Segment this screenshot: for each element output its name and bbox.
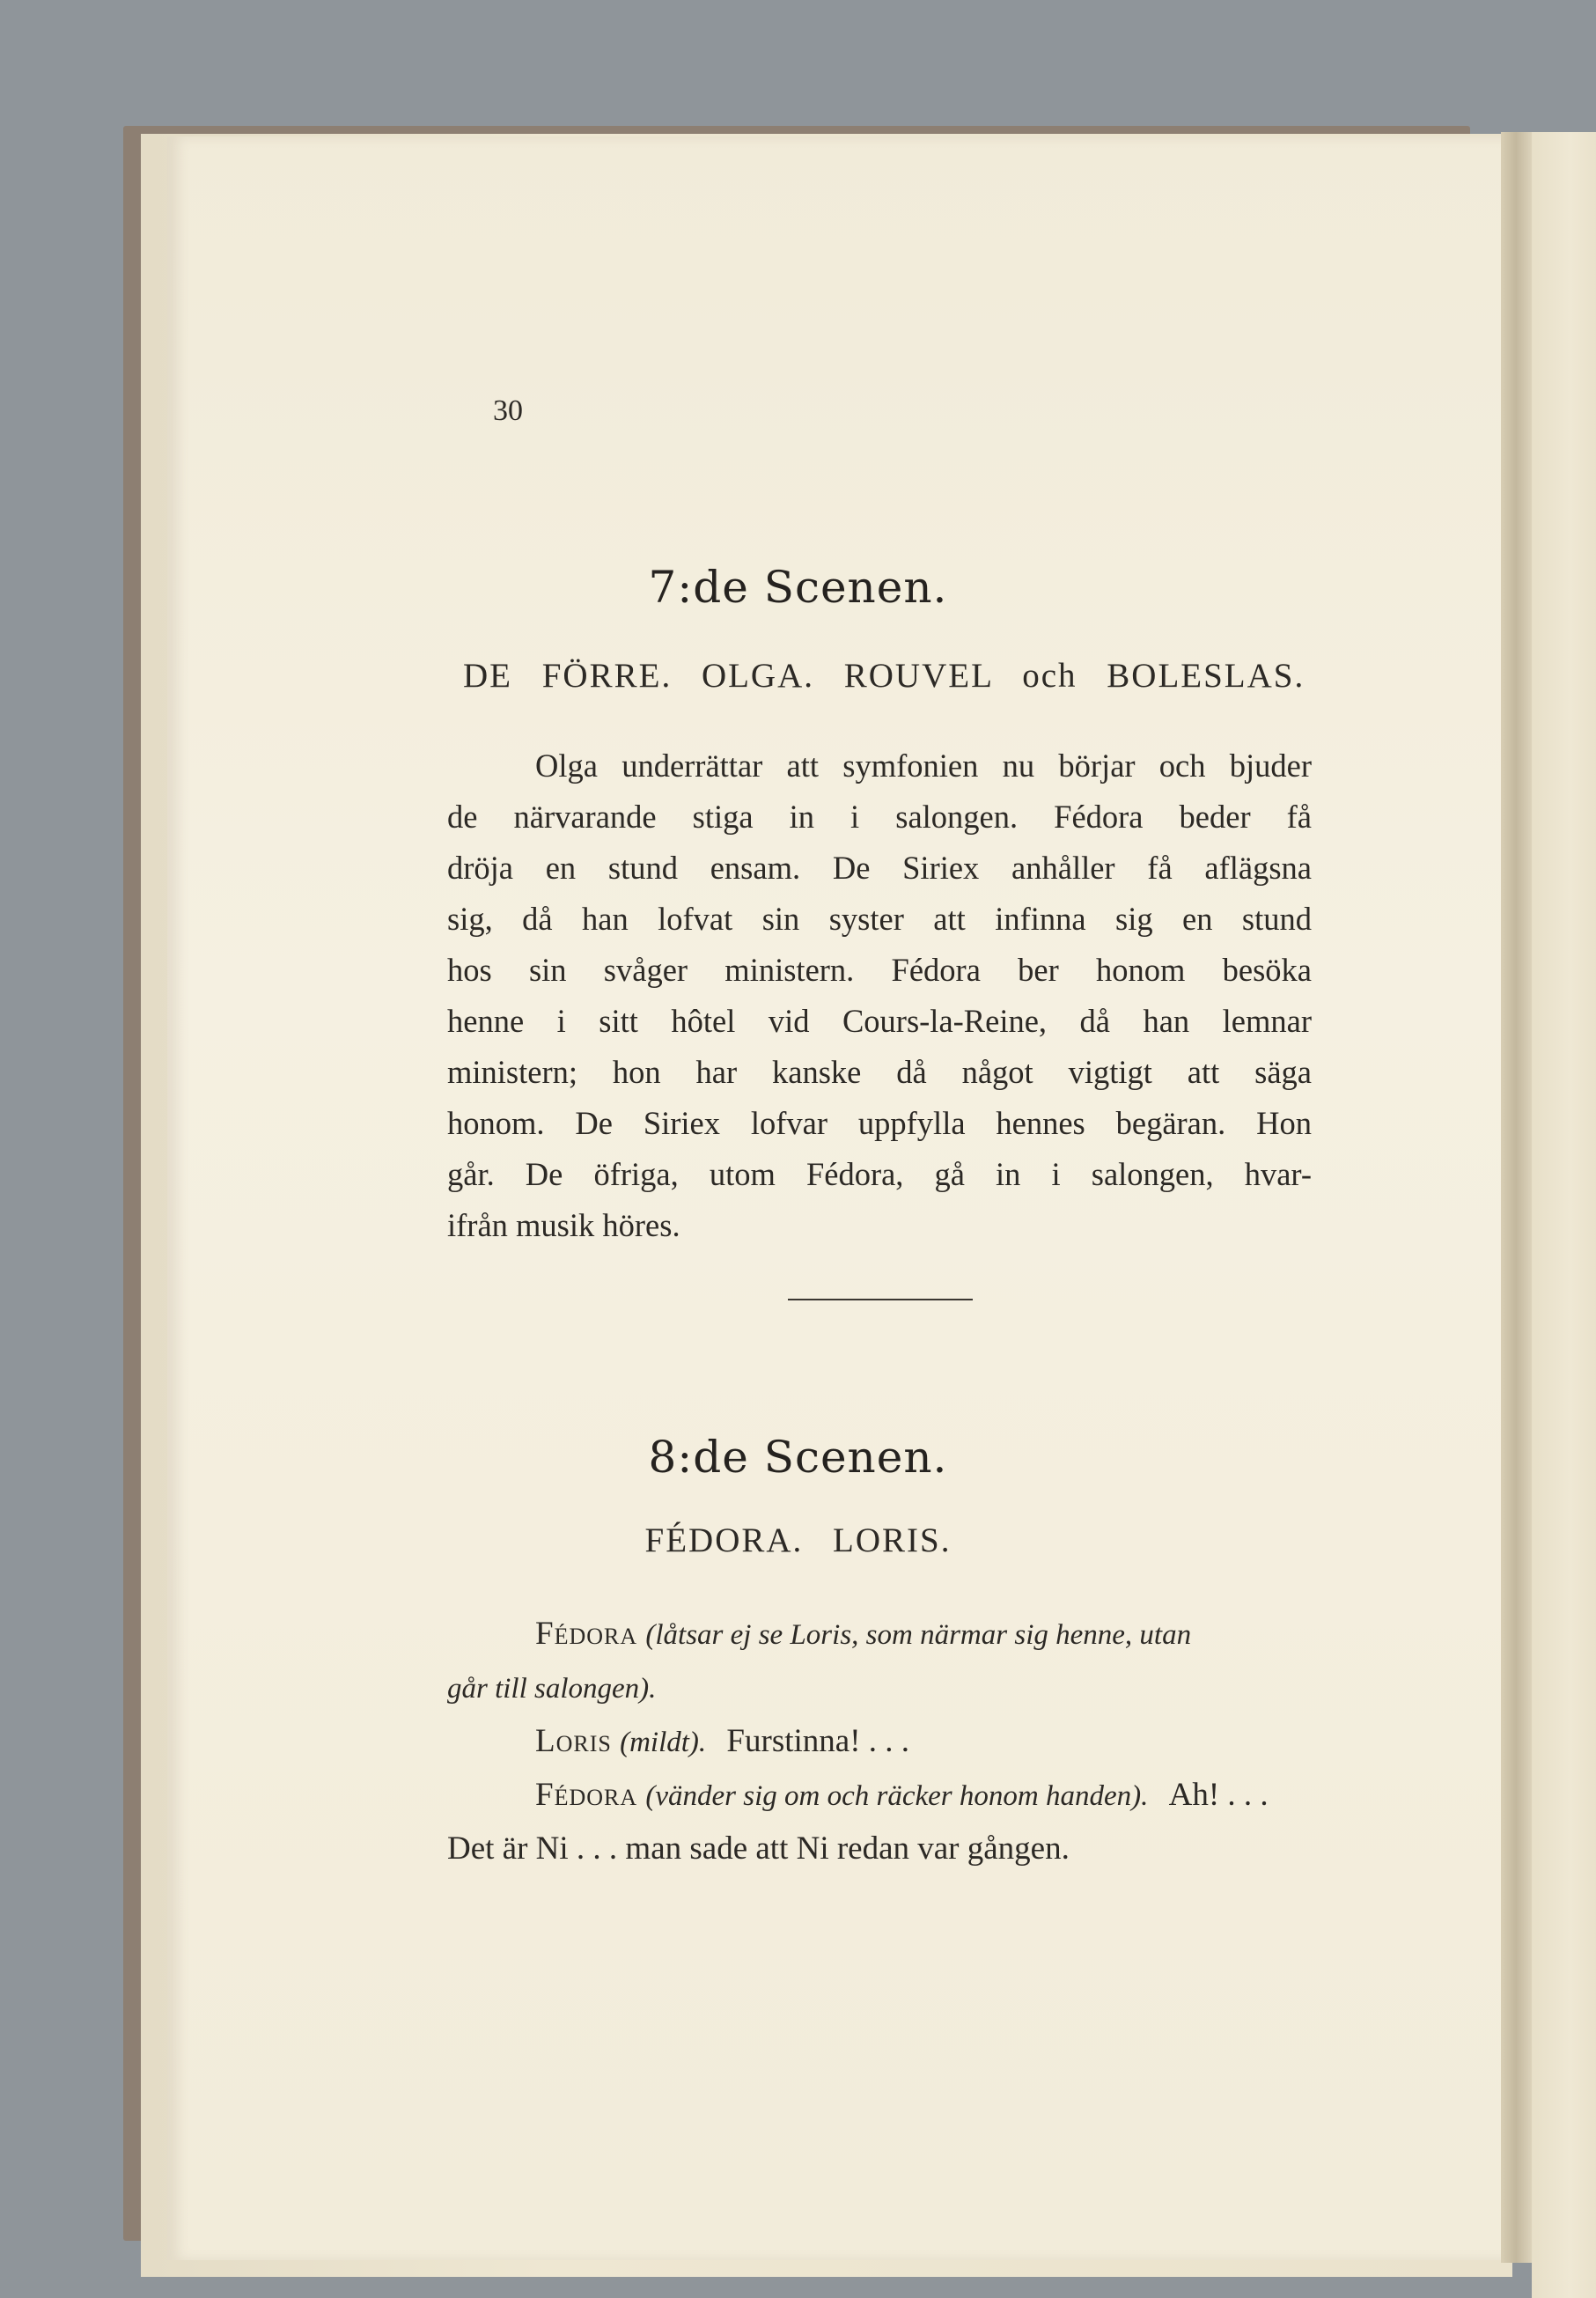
stage-line: de närvarande stiga in i salongen. Fédora beder få <box>447 799 1312 835</box>
section-divider <box>788 1299 973 1300</box>
stage-direction: går till salongen). <box>447 1673 657 1705</box>
stage-line: dröja en stund ensam. De Siriex anhåller få aflägsna <box>447 850 1312 886</box>
speaker-name: Loris <box>535 1723 612 1759</box>
speaker-name: Fédora <box>535 1777 638 1813</box>
stage-direction: (mildt). <box>620 1727 707 1758</box>
dialogue-line <box>447 1823 1312 1875</box>
stage-line: hos sin svåger ministern. Fédora ber honom besöka <box>447 952 1312 988</box>
stage-line: ministern; hon har kanske då något vigtigt att säga <box>447 1054 1312 1090</box>
stage-line: går. De öfriga, utom Fédora, gå in i salongen, hvar- <box>447 1156 1312 1192</box>
dialogue-line <box>447 1608 1312 1661</box>
scene-8-heading: 8:de Scenen. <box>648 1432 948 1483</box>
stage-direction: (vänder sig om och räcker honom handen). <box>645 1780 1149 1812</box>
scene-8-dialogue <box>447 1608 1312 1875</box>
stage-line: honom. De Siriex lofvar uppfylla hennes begäran. Hon <box>447 1105 1312 1141</box>
stage-line: ifrån musik höres. <box>447 1207 680 1243</box>
scene-7-cast-list: DE FÖRRE. OLGA. ROUVEL och BOLESLAS. <box>463 657 1305 695</box>
speaker-name: Fédora <box>535 1616 638 1652</box>
stage-line: Olga underrättar att symfonien nu börjar och bjuder <box>535 748 1312 784</box>
dialogue-line <box>447 1715 1312 1769</box>
dialogue-line <box>447 1661 1312 1715</box>
stage-line: henne i sitt hôtel vid Cours-la-Reine, då han lemnar <box>447 1003 1312 1039</box>
stage-line: sig, då han lofvat sin syster att infinna sig en stund <box>447 901 1312 937</box>
scene-7-heading: 7:de Scenen. <box>648 562 948 613</box>
facing-page-edge <box>1532 132 1596 2298</box>
stage-direction: (låtsar ej se Loris, som närmar sig henne, utan <box>645 1619 1192 1651</box>
speech-text: Det är Ni . . . man sade att Ni redan var gången. <box>447 1830 1070 1867</box>
dialogue-line <box>447 1769 1312 1823</box>
speech-text: Ah! . . . <box>1168 1777 1269 1813</box>
page-number: 30 <box>493 394 523 427</box>
scene-8-cast-list: FÉDORA. LORIS. <box>644 1521 952 1559</box>
spine-gutter <box>1501 132 1534 2263</box>
speech-text: Furstinna! . . . <box>726 1723 910 1759</box>
scene-7-stage-direction <box>447 740 1312 1251</box>
